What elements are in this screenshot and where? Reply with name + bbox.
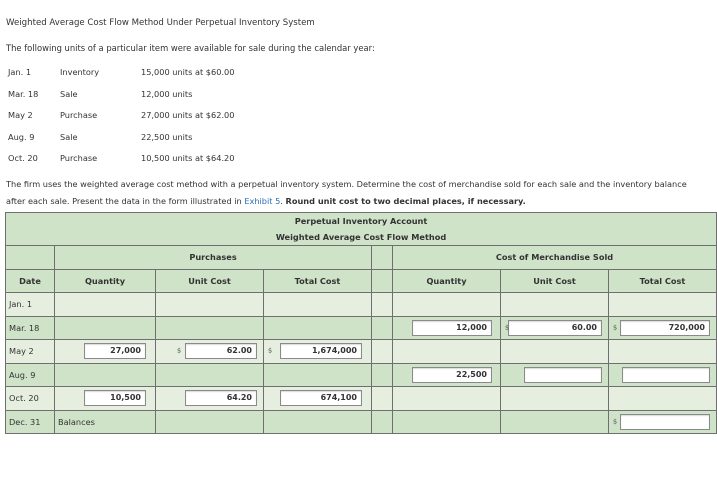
- col-purchase-quantity: Quantity: [55, 269, 156, 293]
- transaction-date: Aug. 9: [8, 132, 35, 142]
- transaction-type: Sale: [60, 132, 78, 142]
- transaction-detail: 27,000 units at $62.00: [141, 110, 235, 120]
- table-row: [6, 316, 717, 340]
- transaction-type: Purchase: [60, 110, 98, 120]
- purchase-total-cost-input[interactable]: 674,100: [280, 390, 362, 406]
- transaction-detail: 12,000 units: [141, 89, 193, 99]
- row-date: May 2: [6, 340, 55, 364]
- table-row: [6, 340, 717, 364]
- transaction-date: Oct. 20: [8, 153, 38, 163]
- table-row: [6, 363, 717, 387]
- balances-label: Balances: [55, 410, 156, 434]
- exhibit-link[interactable]: Exhibit 5: [244, 196, 281, 206]
- currency-symbol: $: [505, 323, 510, 332]
- page-title: Weighted Average Cost Flow Method Under Perpetual Inventory System: [6, 18, 315, 28]
- instructions-text-2: .: [280, 196, 286, 206]
- col-cogs-quantity: Quantity: [393, 269, 501, 293]
- rounding-note: Round unit cost to two decimal places, if necessary.: [285, 196, 526, 206]
- purchase-total-cost-input[interactable]: 1,674,000: [280, 343, 362, 359]
- instructions-text: The firm uses the weighted average cost method with a perpetual inventory system. Determine the cost of merchandise sold for each sale and the inventory balance after each sale. Present the data in the form illustrated in: [6, 179, 687, 206]
- row-date: Dec. 31: [6, 410, 55, 434]
- currency-symbol: $: [177, 346, 182, 355]
- instructions: [6, 176, 694, 210]
- purchase-quantity-input[interactable]: 10,500: [84, 390, 146, 406]
- perpetual-inventory-table: [5, 212, 717, 434]
- purchase-unit-cost-input[interactable]: 62.00: [185, 343, 257, 359]
- transaction-detail: 15,000 units at $60.00: [141, 67, 235, 77]
- table-row: [6, 387, 717, 411]
- table-row: [6, 410, 717, 434]
- table-title: [6, 213, 717, 246]
- transaction-type: Purchase: [60, 153, 98, 163]
- cogs-total-cost-input[interactable]: 720,000: [620, 320, 710, 336]
- transaction-detail: 10,500 units at $64.20: [141, 153, 235, 163]
- currency-symbol: $: [613, 417, 618, 426]
- row-date: Oct. 20: [6, 387, 55, 411]
- balance-total-cost-input[interactable]: [620, 414, 710, 430]
- transaction-date: May 2: [8, 110, 33, 120]
- table-row: [6, 293, 717, 317]
- transaction-type: Sale: [60, 89, 78, 99]
- cogs-total-cost-input[interactable]: [622, 367, 710, 383]
- cogs-unit-cost-input[interactable]: 60.00: [508, 320, 602, 336]
- table-title-line1: Perpetual Inventory Account: [294, 216, 428, 226]
- transaction-date: Mar. 18: [8, 89, 39, 99]
- col-date: Date: [6, 269, 55, 293]
- table-title-line2: Weighted Average Cost Flow Method: [275, 232, 447, 242]
- purchases-header: Purchases: [55, 246, 372, 270]
- row-date: Jan. 1: [6, 293, 55, 317]
- cogs-unit-cost-input[interactable]: [524, 367, 602, 383]
- purchase-unit-cost-input[interactable]: 64.20: [185, 390, 257, 406]
- currency-symbol: $: [613, 323, 618, 332]
- cogs-quantity-input[interactable]: 12,000: [412, 320, 492, 336]
- transaction-date: Jan. 1: [8, 67, 32, 77]
- intro-text: The following units of a particular item were available for sale during the calendar year:: [6, 43, 375, 53]
- col-purchase-unit-cost: Unit Cost: [156, 269, 264, 293]
- col-purchase-total-cost: Total Cost: [264, 269, 372, 293]
- row-date: Aug. 9: [6, 363, 55, 387]
- purchase-quantity-input[interactable]: 27,000: [84, 343, 146, 359]
- cogs-header: Cost of Merchandise Sold: [393, 246, 717, 270]
- currency-symbol: $: [268, 346, 273, 355]
- col-cogs-total-cost: Total Cost: [609, 269, 717, 293]
- transaction-detail: 22,500 units: [141, 132, 193, 142]
- row-date: Mar. 18: [6, 316, 55, 340]
- cogs-quantity-input[interactable]: 22,500: [412, 367, 492, 383]
- col-cogs-unit-cost: Unit Cost: [501, 269, 609, 293]
- transaction-type: Inventory: [60, 67, 100, 77]
